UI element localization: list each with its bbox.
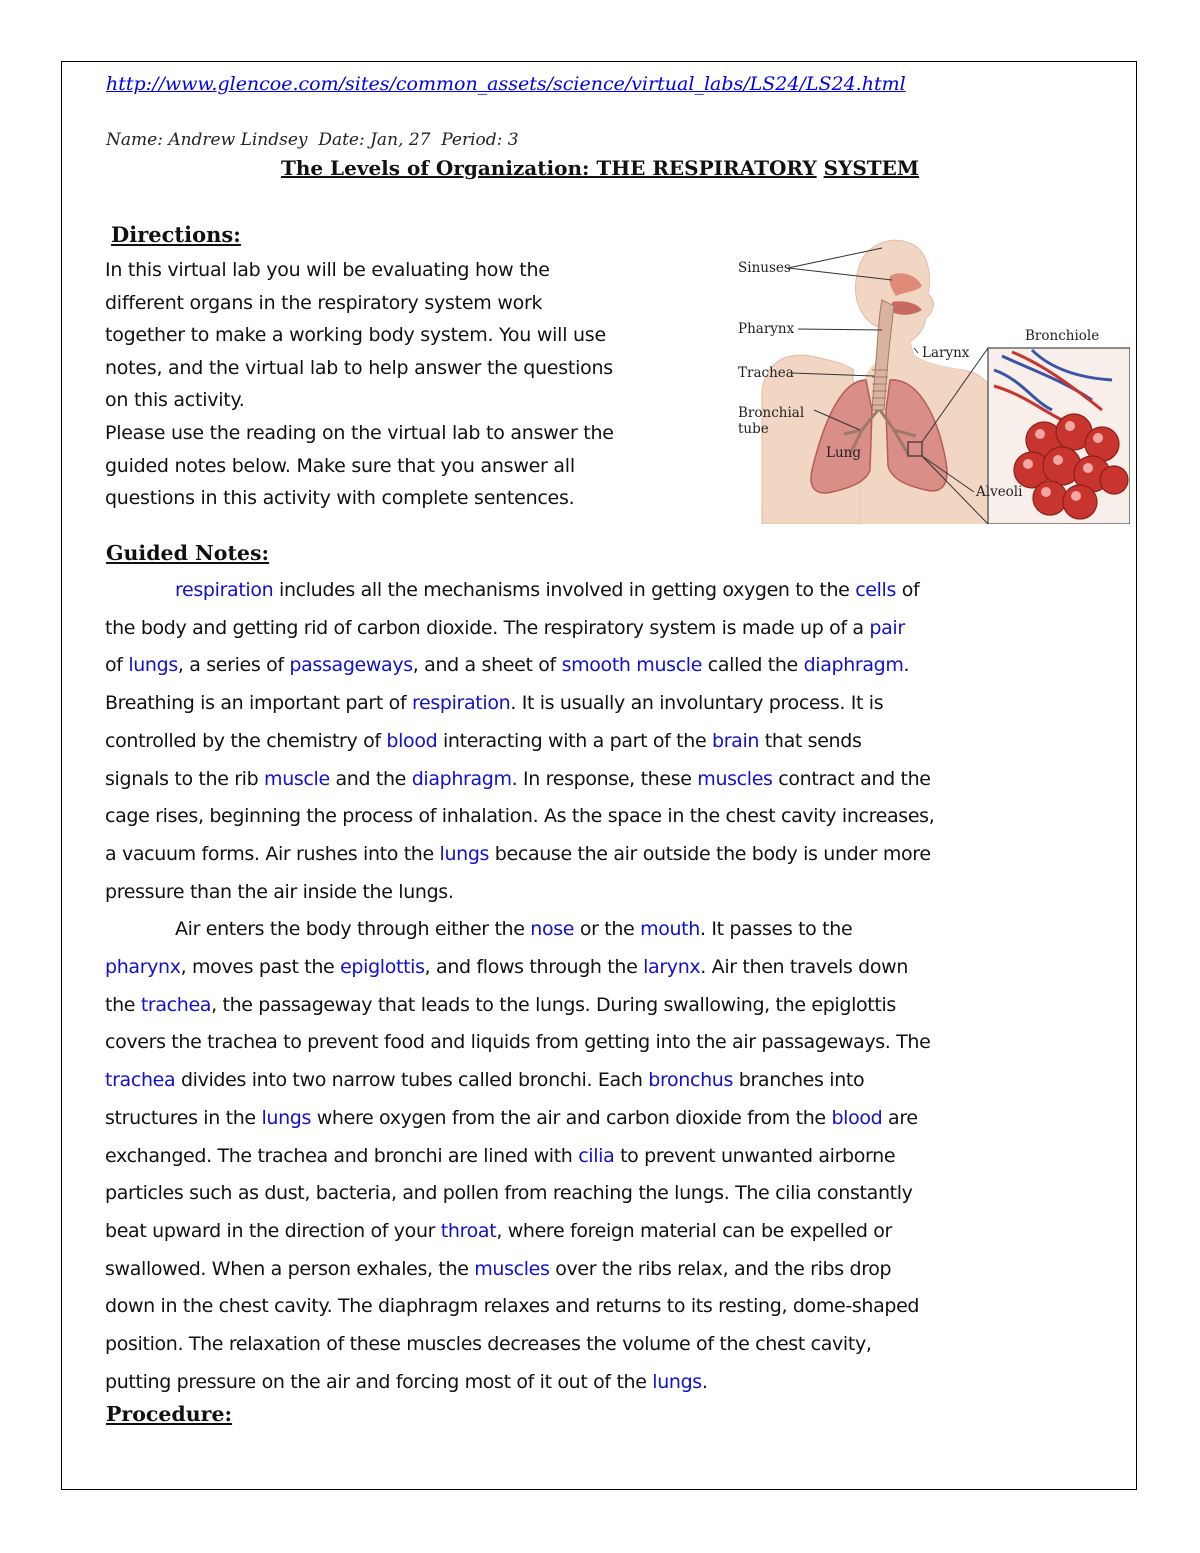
notes-line bbox=[105, 949, 1100, 987]
notes-text: exchanged. The trachea and bronchi are lined with bbox=[105, 1144, 579, 1167]
directions-line: notes, and the virtual lab to help answer the questions bbox=[105, 356, 613, 379]
lab-url-link[interactable]: http://www.glencoe.com/sites/common_assets/science/virtual_labs/LS24/LS24.html bbox=[106, 73, 906, 95]
notes-text: covers the trachea to prevent food and liquids from getting into the air passageways. The bbox=[105, 1031, 931, 1054]
notes-text: contract and the bbox=[772, 767, 931, 790]
notes-text: , the passageway that leads to the lungs. During swallowing, the epiglottis bbox=[211, 993, 896, 1016]
notes-line bbox=[105, 1364, 1100, 1402]
student-info: Name: Andrew Lindsey Date: Jan, 27 Period: 3 bbox=[106, 130, 519, 150]
notes-text: . In response, these bbox=[511, 767, 698, 790]
notes-text: swallowed. When a person exhales, the bbox=[105, 1257, 475, 1280]
bronchiole-label: Bronchiole bbox=[1025, 328, 1100, 344]
notes-text: structures in the bbox=[105, 1106, 262, 1129]
notes-text: controlled by the chemistry of bbox=[105, 729, 387, 752]
notes-line bbox=[105, 1138, 1100, 1176]
notes-text: . It is usually an involuntary process. It is bbox=[510, 692, 884, 715]
notes-text: down in the chest cavity. The diaphragm relaxes and returns to its resting, dome-shaped bbox=[105, 1295, 920, 1318]
answer-term: lungs bbox=[261, 1106, 312, 1129]
answer-term: brain bbox=[712, 729, 760, 752]
answer-term: lungs bbox=[128, 654, 178, 677]
directions-line: questions in this activity with complete sentences. bbox=[105, 487, 575, 510]
directions-text bbox=[105, 254, 715, 515]
notes-text: or the bbox=[574, 918, 641, 941]
answer-term: lungs bbox=[439, 842, 490, 865]
answer-term: muscles bbox=[474, 1257, 550, 1280]
notes-line bbox=[105, 1024, 1100, 1062]
notes-line bbox=[105, 987, 1100, 1025]
notes-text: because the air outside the body is under more bbox=[489, 842, 931, 865]
lung-label: Lung bbox=[826, 445, 861, 461]
notes-line bbox=[105, 1175, 1100, 1213]
answer-term: smooth muscle bbox=[561, 654, 703, 677]
notes-text: are bbox=[882, 1106, 918, 1129]
notes-text: . It passes to the bbox=[699, 918, 853, 941]
answer-term: diaphragm bbox=[411, 767, 512, 790]
answer-term: nose bbox=[530, 918, 575, 941]
notes-text: Air enters the body through either the bbox=[175, 918, 531, 941]
answer-term: bronchus bbox=[648, 1069, 734, 1092]
title-part-2: SYSTEM bbox=[823, 156, 920, 180]
notes-text: beat upward in the direction of your bbox=[105, 1219, 441, 1242]
answer-term: blood bbox=[386, 729, 438, 752]
notes-text: to prevent unwanted airborne bbox=[614, 1144, 896, 1167]
directions-line: guided notes below. Make sure that you answer all bbox=[105, 454, 575, 477]
answer-term: larynx bbox=[643, 956, 701, 979]
notes-text: a vacuum forms. Air rushes into the bbox=[105, 842, 440, 865]
answer-term: blood bbox=[831, 1106, 883, 1129]
directions-line: Please use the reading on the virtual lab to answer the bbox=[105, 421, 614, 444]
notes-text: position. The relaxation of these muscles decreases the volume of the chest cavity, bbox=[105, 1333, 872, 1356]
notes-text: particles such as dust, bacteria, and pollen from reaching the lungs. The cilia constantly bbox=[105, 1182, 913, 1205]
answer-term: cells bbox=[855, 579, 897, 601]
sinuses-label: Sinuses bbox=[738, 260, 791, 276]
notes-line bbox=[105, 836, 1100, 874]
notes-text: . bbox=[903, 654, 910, 677]
notes-text: divides into two narrow tubes called bronchi. Each bbox=[175, 1069, 649, 1092]
answer-term: respiration bbox=[411, 692, 511, 715]
respiratory-system-diagram bbox=[732, 230, 1130, 524]
notes-text: . Air then travels down bbox=[700, 956, 909, 979]
bronchial-label: Bronchial bbox=[738, 405, 805, 421]
notes-text: pressure than the air inside the lungs. bbox=[105, 880, 454, 903]
notes-text: , where foreign material can be expelled or bbox=[496, 1219, 892, 1242]
answer-term: throat bbox=[440, 1219, 497, 1242]
notes-text: of bbox=[896, 579, 920, 601]
notes-text: of bbox=[105, 654, 129, 677]
pharynx-label: Pharynx bbox=[738, 321, 795, 337]
notes-line bbox=[105, 1100, 1100, 1138]
notes-line bbox=[105, 610, 1100, 648]
notes-text: signals to the rib bbox=[105, 767, 265, 790]
notes-line bbox=[105, 761, 1100, 799]
notes-text: the body and getting rid of carbon dioxide. The respiratory system is made up of a bbox=[105, 616, 870, 639]
notes-line bbox=[105, 1326, 1100, 1364]
answer-term: respiration bbox=[175, 579, 274, 601]
answer-term: mouth bbox=[640, 918, 700, 941]
answer-term: passageways bbox=[289, 654, 413, 677]
trachea-label: Trachea bbox=[738, 365, 794, 381]
notes-text: and the bbox=[329, 767, 412, 790]
directions-line: together to make a working body system. You will use bbox=[105, 324, 606, 347]
notes-text: , and flows through the bbox=[424, 956, 644, 979]
answer-term: trachea bbox=[105, 1069, 176, 1092]
notes-text: over the ribs relax, and the ribs drop bbox=[549, 1257, 892, 1280]
answer-term: cilia bbox=[578, 1144, 615, 1167]
guided-notes-heading: Guided Notes: bbox=[106, 541, 270, 565]
answer-term: pharynx bbox=[105, 956, 181, 979]
notes-text: , and a sheet of bbox=[412, 654, 562, 677]
answer-term: epiglottis bbox=[340, 956, 425, 979]
notes-text: called the bbox=[702, 654, 804, 677]
notes-text: Breathing is an important part of bbox=[105, 692, 412, 715]
notes-text: . bbox=[701, 1370, 708, 1393]
answer-term: lungs bbox=[652, 1370, 702, 1393]
notes-text: cage rises, beginning the process of inhalation. As the space in the chest cavity increases, bbox=[105, 805, 935, 828]
answer-term: pair bbox=[869, 616, 905, 639]
answer-term: muscle bbox=[264, 767, 330, 790]
notes-line bbox=[105, 1251, 1100, 1289]
notes-text: branches into bbox=[733, 1069, 865, 1092]
notes-text: where oxygen from the air and carbon dioxide from the bbox=[311, 1106, 832, 1129]
answer-term: diaphragm bbox=[803, 654, 904, 677]
larynx-label: Larynx bbox=[922, 345, 970, 361]
directions-line: on this activity. bbox=[105, 389, 245, 412]
notes-text: includes all the mechanisms involved in getting oxygen to the bbox=[273, 579, 856, 601]
directions-line: different organs in the respiratory system work bbox=[105, 291, 543, 314]
notes-text: , a series of bbox=[177, 654, 290, 677]
notes-line bbox=[105, 723, 1100, 761]
notes-line bbox=[105, 874, 1100, 912]
notes-line bbox=[105, 1213, 1100, 1251]
notes-text: , moves past the bbox=[180, 956, 341, 979]
bronchial-tube-label: tube bbox=[738, 421, 769, 437]
notes-line bbox=[105, 647, 1100, 685]
notes-line bbox=[105, 1062, 1100, 1100]
guided-notes-text bbox=[105, 572, 1100, 1401]
procedure-heading: Procedure: bbox=[106, 1402, 233, 1426]
page-title bbox=[0, 156, 1200, 180]
title-part-1: The Levels of Organization: THE RESPIRATORY bbox=[280, 156, 817, 180]
notes-line bbox=[105, 1288, 1100, 1326]
notes-text: putting pressure on the air and forcing most of it out of the bbox=[105, 1370, 653, 1393]
directions-line: In this virtual lab you will be evaluating how the bbox=[105, 259, 550, 281]
answer-term: trachea bbox=[140, 993, 212, 1016]
alveoli-label: Alveoli bbox=[976, 484, 1023, 500]
notes-text: interacting with a part of the bbox=[437, 729, 712, 752]
notes-line bbox=[105, 798, 1100, 836]
notes-line bbox=[105, 685, 1100, 723]
notes-line bbox=[105, 911, 1100, 949]
notes-line bbox=[105, 572, 1100, 610]
notes-text: the bbox=[105, 993, 141, 1016]
answer-term: muscles bbox=[697, 767, 773, 790]
notes-text: that sends bbox=[759, 729, 862, 752]
directions-heading: Directions: bbox=[111, 222, 241, 247]
